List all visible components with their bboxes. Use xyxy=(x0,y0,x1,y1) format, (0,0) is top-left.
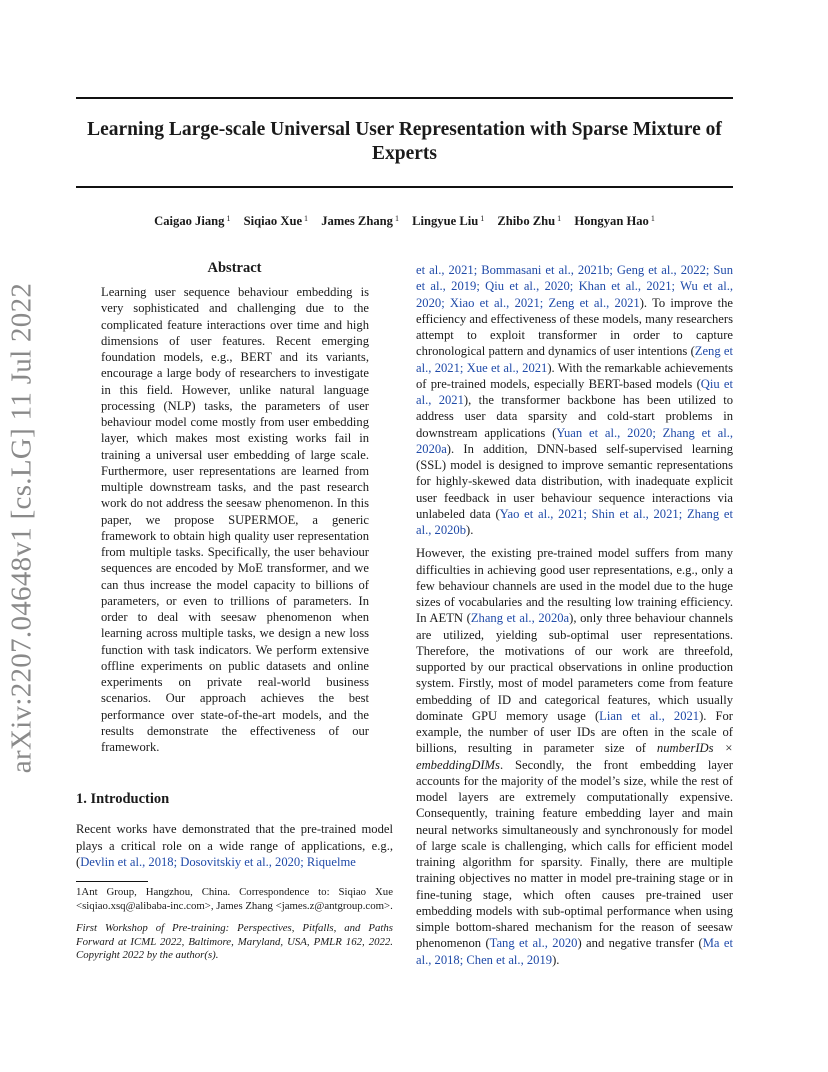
introduction-paragraph: Recent works have demonstrated that the pre-trained model plays a critical role on a wide range of applications, e.g., (Devlin et al., 2018; Dosovitskiy et al., 2020; Riquelme xyxy=(76,822,393,869)
title-top-rule xyxy=(76,97,733,99)
author-list xyxy=(76,214,733,229)
right-column xyxy=(416,262,733,968)
introduction-heading: 1. Introduction xyxy=(76,791,170,808)
citation-link[interactable]: et al., 2021; Bommasani et al., 2021b; Geng et al., 2022; Sun et al., 2019; Qiu et al., 2020; Khan et al., 2021; Wu et al., 2020; Xiao et al., 2021; Zeng et al., 2021 xyxy=(416,263,733,310)
arxiv-stamp-text: arXiv:2207.04648v1 [cs.LG] 11 Jul 2022 xyxy=(5,282,38,774)
author: Siqiao Xue $^1$ xyxy=(243,214,309,228)
citation-link[interactable]: Lian et al., 2021 xyxy=(599,708,700,723)
paper-title: Learning Large-scale Universal User Representation with Sparse Mixture of Experts xyxy=(87,119,722,164)
affiliation-footnote: 1Ant Group, Hangzhou, China. Correspondence to: Siqiao Xue <siqiao.xsq@alibaba-inc.com>, James Zhang <james.z@antgroup.com>. xyxy=(76,886,393,912)
citation-link[interactable]: Devlin et al., 2018; Dosovitskiy et al., 2020; Riquelme xyxy=(80,854,356,869)
citation-link[interactable]: Ma et al., 2018; Chen et al., 2019 xyxy=(416,936,733,967)
author: Zhibo Zhu $^1$ xyxy=(497,214,562,228)
citation-link[interactable]: Zhang et al., 2020a xyxy=(470,611,570,626)
author: Hongyan Hao $^1$ xyxy=(574,214,655,228)
title-bottom-rule xyxy=(76,186,733,188)
citation-link[interactable]: Yuan et al., 2020; Zhang et al., 2020a xyxy=(416,425,733,456)
author: James Zhang $^1$ xyxy=(321,214,399,228)
math-expression: numberIDs × embeddingDIMs xyxy=(416,741,733,772)
citation-link[interactable]: Zeng et al., 2021; Xue et al., 2021 xyxy=(416,344,733,375)
author: Lingyue Liu $^1$ xyxy=(412,214,485,228)
intro-paragraph-continued: et al., 2021; Bommasani et al., 2021b; Geng et al., 2022; Sun et al., 2019; Qiu et al., 2020; Khan et al., 2021; Wu et al., 2020; Xiao et al., 2021; Zeng et al., 2021). To improve the efficiency and effectiveness of these models, many researchers attempt to exploit transformer in order to capture chronological pattern and dynamics of user intentions (Zeng et al., 2021; Xue et al., 2021). With the remarkable achievements of pre-trained models, especially BERT-based models (Qiu et al., 2021), the transformer backbone has been utilized to address user data sparsity and cold-start problems in downstream applications (Yuan et al., 2020; Zhang et al., 2020a). In addition, DNN-based self-supervised learning (SSL) model is designed to improve semantic representations for highly-skewed data distribution, with inadequate explicit user feedback in user behaviour sequence interactions via unlabeled data (Yao et al., 2021; Shin et al., 2021; Zhang et al., 2020b). xyxy=(416,263,733,537)
author: Caigao Jiang $^1$ xyxy=(154,214,231,228)
citation-link[interactable]: Tang et al., 2020 xyxy=(489,936,578,951)
citation-link[interactable]: Yao et al., 2021; Shin et al., 2021; Zhang et al., 2020b xyxy=(416,506,733,537)
workshop-footnote: First Workshop of Pre-training: Perspectives, Pitfalls, and Paths Forward at ICML 2022, Baltimore, Maryland, USA, PMLR 162, 2022. Copyright 2022 by the author(s). xyxy=(76,922,393,961)
abstract-text: Learning user sequence behaviour embedding is very sophisticated and challenging due to the complicated feature interactions over time and high dimensions of user features. Recent emerging foundation models, e.g., BERT and its variants, encourage a large body of researchers to investigate in this field. However, unlike natural language processing (NLP) tasks, the parameters of user behaviour model come mostly from user embedding layer, which makes most existing works fail in training a universal user embedding of large scale. Furthermore, user representations are learned from multiple downstream tasks, and the past research work do not address the seesaw phenomenon. In this paper, we propose SUPERMOE, a generic framework to obtain high quality user representation from multiple tasks. Specifically, the user behaviour sequences are encoded by MoE transformer, and we can thus increase the model capacity to billions of parameters, or even to trillions of parameters. In order to deal with seesaw phenomenon when learning across multiple tasks, we design a new loss function with task indicators. We perform extensive offline experiments on public datasets and online experiments on private real-world business scenarios. Our approach achieves the best performance over state-of-the-art models, and the results demonstrate the effectiveness of our framework. xyxy=(101,285,369,754)
abstract-heading: Abstract xyxy=(207,260,262,276)
intro-paragraph-motivation: However, the existing pre-trained model suffers from many difficulties in achieving good user representations, e.g., only a few behaviour channels are used in the model due to the huge sizes of vocabularies and the resulting low training efficiency. In AETN (Zhang et al., 2020a), only three behaviour channels are utilized, yielding sub-optimal user representations. Therefore, the motivations of our work are threefold, supported by our practical observations in online production system. Firstly, most of model parameters come from feature embedding of ID and categorical features, which usually dominate GPU memory usage (Lian et al., 2021). For example, the number of user IDs are often in the scale of billions, resulting in parameter size of numberIDs × embeddingDIMs. Secondly, the front embedding layer accounts for the majority of the model’s size, while the rest of model layers are extremely computationally expensive. Consequently, training feature embedding layer and main neural networks simultaneously and synchronously for model of large scale is challenging, which calls for efficient model training algorithm for sparsity. Finally, there are multiple training objectives no matter in model pre-training stage or in fine-tuning stage, which often causes pre-trained user embedding models with sub-optimal performance when using simple bottom-shared mechanism for the reason of seesaw phenomenon (Tang et al., 2020) and negative transfer (Ma et al., 2018; Chen et al., 2019). xyxy=(416,546,733,967)
footnote-divider xyxy=(76,881,148,882)
left-column xyxy=(76,258,393,963)
citation-link[interactable]: Qiu et al., 2021 xyxy=(416,376,733,407)
